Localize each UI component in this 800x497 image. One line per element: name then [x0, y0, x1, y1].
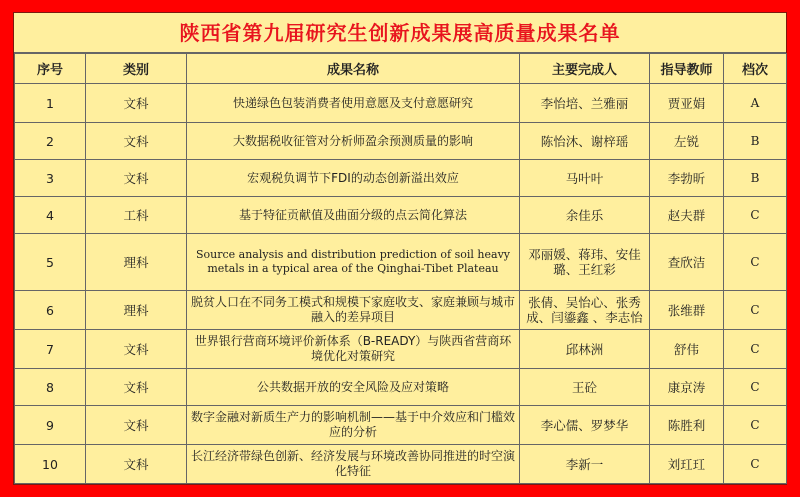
table-row: [15, 160, 787, 197]
cell-authors: 王砼: [520, 369, 650, 406]
cell-category: 文科: [86, 84, 187, 123]
cell-no: 2: [15, 123, 86, 160]
cell-category: 文科: [86, 160, 187, 197]
cell-name: 数字金融对新质生产力的影响机制——基于中介效应和门槛效应的分析: [187, 406, 520, 445]
header-advisor: 指导教师: [650, 54, 724, 84]
cell-name: 世界银行营商环境评价新体系（B-READY）与陕西省营商环境优化对策研究: [187, 330, 520, 369]
header-name: 成果名称: [187, 54, 520, 84]
cell-name: 基于特征贡献值及曲面分级的点云简化算法: [187, 197, 520, 234]
header-category: 类别: [86, 54, 187, 84]
cell-grade: B: [724, 160, 787, 197]
cell-no: 5: [15, 234, 86, 291]
cell-authors: 马叶叶: [520, 160, 650, 197]
header-no: 序号: [15, 54, 86, 84]
cell-no: 6: [15, 291, 86, 330]
cell-name: 宏观税负调节下FDI的动态创新溢出效应: [187, 160, 520, 197]
cell-grade: C: [724, 291, 787, 330]
cell-advisor: 张维群: [650, 291, 724, 330]
cell-advisor: 陈胜利: [650, 406, 724, 445]
results-table: [14, 53, 787, 484]
table-row: [15, 369, 787, 406]
cell-no: 9: [15, 406, 86, 445]
header-grade: 档次: [724, 54, 787, 84]
table-row: [15, 197, 787, 234]
cell-authors: 李新一: [520, 445, 650, 484]
cell-category: 文科: [86, 123, 187, 160]
cell-advisor: 舒伟: [650, 330, 724, 369]
table-row: [15, 234, 787, 291]
page-title: 陕西省第九届研究生创新成果展高质量成果名单: [14, 13, 786, 53]
cell-category: 工科: [86, 197, 187, 234]
cell-category: 文科: [86, 406, 187, 445]
cell-grade: A: [724, 84, 787, 123]
cell-no: 10: [15, 445, 86, 484]
cell-category: 理科: [86, 234, 187, 291]
cell-category: 理科: [86, 291, 187, 330]
cell-name: 长江经济带绿色创新、经济发展与环境改善协同推进的时空演化特征: [187, 445, 520, 484]
cell-authors: 张倩、吴怡心、张秀成、闫鎏鑫 、李志怡: [520, 291, 650, 330]
header-authors: 主要完成人: [520, 54, 650, 84]
cell-name: 快递绿色包装消费者使用意愿及支付意愿研究: [187, 84, 520, 123]
cell-authors: 李心儒、罗梦华: [520, 406, 650, 445]
cell-authors: 陈怡沐、谢梓瑶: [520, 123, 650, 160]
cell-advisor: 左锐: [650, 123, 724, 160]
cell-advisor: 查欣洁: [650, 234, 724, 291]
table-row: [15, 84, 787, 123]
table-row: [15, 406, 787, 445]
table-row: [15, 330, 787, 369]
cell-grade: B: [724, 123, 787, 160]
cell-no: 8: [15, 369, 86, 406]
cell-authors: 李怡培、兰雅丽: [520, 84, 650, 123]
cell-advisor: 康京涛: [650, 369, 724, 406]
cell-name: 大数据税收征管对分析师盈余预测质量的影响: [187, 123, 520, 160]
cell-authors: 邓丽媛、蒋玮、安佳璐、王红彩: [520, 234, 650, 291]
cell-no: 3: [15, 160, 86, 197]
cell-category: 文科: [86, 445, 187, 484]
cell-category: 文科: [86, 330, 187, 369]
cell-grade: C: [724, 330, 787, 369]
table-row: [15, 291, 787, 330]
cell-advisor: 赵夫群: [650, 197, 724, 234]
table-row: [15, 445, 787, 484]
cell-authors: 余佳乐: [520, 197, 650, 234]
cell-no: 4: [15, 197, 86, 234]
cell-authors: 邱林洲: [520, 330, 650, 369]
cell-name: Source analysis and distribution prediction of soil heavy metals in a typical area of the Qinghai-Tibet Plateau: [187, 234, 520, 291]
table-header-row: [15, 54, 787, 84]
cell-grade: C: [724, 369, 787, 406]
cell-advisor: 贾亚娟: [650, 84, 724, 123]
table-row: [15, 123, 787, 160]
cell-name: 公共数据开放的安全风险及应对策略: [187, 369, 520, 406]
cell-advisor: 李勃昕: [650, 160, 724, 197]
results-sheet: [13, 12, 787, 485]
cell-category: 文科: [86, 369, 187, 406]
cell-grade: C: [724, 234, 787, 291]
cell-grade: C: [724, 197, 787, 234]
cell-no: 1: [15, 84, 86, 123]
cell-grade: C: [724, 445, 787, 484]
cell-advisor: 刘玒玒: [650, 445, 724, 484]
cell-name: 脱贫人口在不同务工模式和规模下家庭收支、家庭兼顾与城市融入的差异项目: [187, 291, 520, 330]
cell-grade: C: [724, 406, 787, 445]
cell-no: 7: [15, 330, 86, 369]
